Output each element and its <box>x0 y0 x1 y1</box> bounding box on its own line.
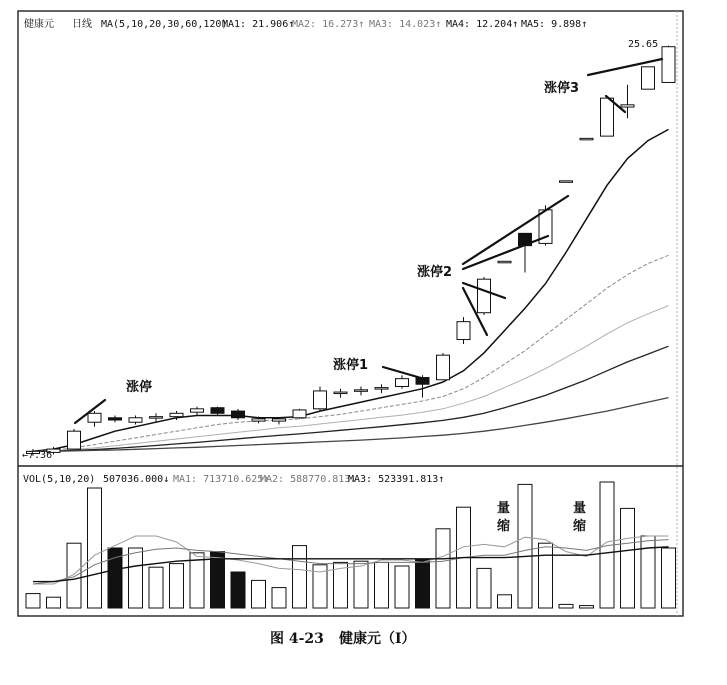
annotation-zt0: 涨停 <box>126 380 153 395</box>
candle-body <box>662 47 675 83</box>
candle-body <box>109 418 122 420</box>
ma2-value: MA2: 16.273↑ <box>292 19 365 30</box>
candle-body <box>621 105 634 107</box>
volume-bar <box>149 567 163 608</box>
vol-ma3: MA3: 523391.813↑ <box>348 474 445 485</box>
candle-body <box>642 67 655 89</box>
annotation-vs2-line1: 量 <box>573 501 587 516</box>
vol-value: 507036.000↓ <box>103 474 170 485</box>
candle-body <box>252 419 265 421</box>
annotation-vs1-line1: 量 <box>497 501 511 516</box>
candle-body <box>457 322 470 340</box>
candle <box>88 411 101 427</box>
candle <box>560 181 573 183</box>
volume-bar <box>26 594 40 608</box>
volume-bar <box>518 484 532 608</box>
candle-body <box>68 431 81 449</box>
candle-body <box>88 413 101 422</box>
ma4-value: MA4: 12.204↑ <box>446 19 519 30</box>
annotation-vs1-line2: 缩 <box>497 519 511 534</box>
volume-bar <box>395 566 409 608</box>
candle-body <box>601 98 614 136</box>
arrow-zt1 <box>383 367 428 380</box>
ma3-value: MA3: 14.023↑ <box>369 19 442 30</box>
volume-bar <box>190 553 204 608</box>
volume-bar <box>498 595 512 608</box>
candle-body <box>170 413 183 416</box>
volume-bar <box>129 548 143 608</box>
high-price-label: 25.65 <box>628 39 659 50</box>
candle <box>457 317 470 344</box>
caption-title: 健康元（I） <box>339 631 416 647</box>
candle <box>580 138 593 140</box>
candle <box>621 85 634 119</box>
stock-name: 健康元 <box>24 19 54 30</box>
candle-body <box>355 390 368 392</box>
candle-body <box>334 392 347 394</box>
volume-bar <box>621 508 635 608</box>
volume-bar <box>539 543 553 608</box>
volume-bar <box>211 552 225 608</box>
candle-body <box>560 181 573 183</box>
volume-bar <box>641 536 655 608</box>
ma1-value: MA1: 21.906↑ <box>222 19 295 30</box>
ma5-value: MA5: 9.898↑ <box>521 19 588 30</box>
period-label: 日线 <box>72 19 92 30</box>
candle-body <box>191 409 204 412</box>
vol-spec: VOL(5,10,20) <box>23 474 96 485</box>
candle <box>519 233 532 272</box>
candle-body <box>150 417 163 419</box>
candle <box>314 386 327 411</box>
candle <box>273 418 286 425</box>
candle-body <box>375 388 388 390</box>
volume-bar <box>375 562 389 608</box>
candle <box>355 386 368 395</box>
annotation-zt3: 涨停3 <box>544 81 580 96</box>
volume-bar <box>580 606 594 608</box>
candle <box>191 407 204 416</box>
candle <box>232 409 245 420</box>
volume-bar <box>354 561 368 608</box>
candle <box>396 375 409 388</box>
volume-bar <box>272 588 286 608</box>
volume-bar <box>416 560 430 608</box>
volume-header <box>23 474 444 485</box>
candle <box>662 46 675 83</box>
price-header <box>24 17 587 30</box>
volume-bar <box>436 529 450 608</box>
arrow-zt2-b <box>463 236 548 269</box>
candle-body <box>211 408 224 414</box>
candle <box>498 261 511 263</box>
volume-bar <box>231 572 245 608</box>
volume-bar <box>170 564 184 608</box>
candle-body <box>580 138 593 140</box>
vol-ma1: MA1: 713710.625↑ <box>173 474 270 485</box>
price-ma-line-5 <box>33 398 669 452</box>
volume-bar <box>293 546 307 608</box>
candle <box>601 98 614 136</box>
volume-bar <box>477 568 491 608</box>
low-price-label: ←7.36 <box>22 450 53 461</box>
candle-body <box>498 261 511 263</box>
volume-bar <box>559 604 573 608</box>
annotation-zt2: 涨停2 <box>417 265 453 280</box>
price-pane <box>27 46 676 456</box>
candle <box>129 416 142 425</box>
annotation-lines <box>75 59 662 423</box>
candle-body <box>478 279 491 313</box>
candle-body <box>314 391 327 409</box>
annotation-vs2-line2: 缩 <box>573 519 587 534</box>
candle <box>334 389 347 398</box>
candle-body <box>129 418 142 422</box>
price-ma-line-1 <box>33 129 669 451</box>
vol-ma2: MA2: 588770.813↓ <box>260 474 357 485</box>
candle <box>109 416 122 423</box>
volume-bar <box>47 597 61 608</box>
candle <box>68 429 81 449</box>
candle-body <box>293 410 306 418</box>
volume-bar <box>108 548 122 608</box>
candle-body <box>232 411 245 418</box>
candle <box>437 353 450 380</box>
candle-body <box>273 419 286 421</box>
candle <box>375 384 388 393</box>
caption-figure-no: 图 4-23 <box>270 631 324 647</box>
volume-bar <box>252 580 266 608</box>
volume-bar <box>67 543 81 608</box>
volume-bar <box>662 548 676 608</box>
candle <box>478 277 491 315</box>
candle-body <box>396 379 409 387</box>
candle-body <box>437 355 450 380</box>
candle <box>293 409 306 419</box>
annotation-zt1: 涨停1 <box>333 358 369 373</box>
candle <box>642 67 655 89</box>
volume-bar <box>88 488 102 608</box>
candle <box>211 407 224 416</box>
ma-spec: MA(5,10,20,30,60,120) <box>101 19 228 30</box>
